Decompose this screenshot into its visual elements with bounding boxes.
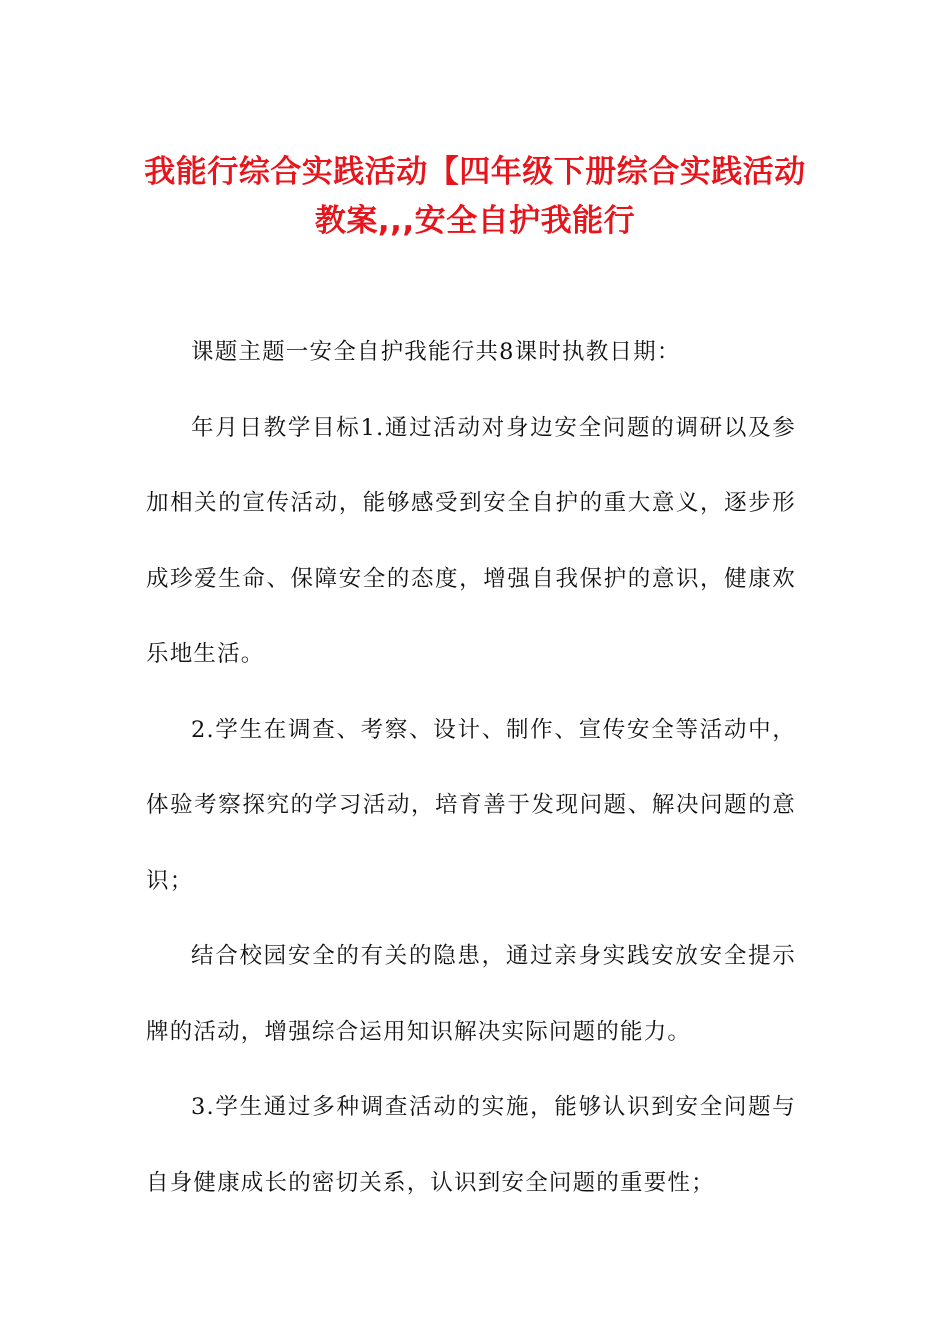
paragraph-objective-1: 年月日教学目标1.通过活动对身边安全问题的调研以及参加相关的宣传活动，能够感受到安全自护的重大意义，逐步形成珍爱生命、保障安全的态度，增强自我保护的意识，健康欢乐地生活。 [146, 414, 796, 667]
paragraph-topic: 课题主题一安全自护我能行共8课时执教日期： [191, 339, 681, 365]
paragraph-campus-safety: 结合校园安全的有关的隐患，通过亲身实践安放安全提示牌的活动，增强综合运用知识解决实际问题的能力。 [146, 943, 796, 1045]
paragraph-objective-3: 3.学生通过多种调查活动的实施，能够认识到安全问题与自身健康成长的密切关系，认识到安全问题的重要性； [146, 1094, 796, 1196]
document-body [146, 315, 796, 1221]
paragraph-objective-2: 2.学生在调查、考察、设计、制作、宣传安全等活动中，体验考察探究的学习活动，培育善于发现问题、解决问题的意识； [146, 716, 796, 894]
document-title: 我能行综合实践活动【四年级下册综合实践活动教案,,,安全自护我能行 [144, 154, 806, 239]
